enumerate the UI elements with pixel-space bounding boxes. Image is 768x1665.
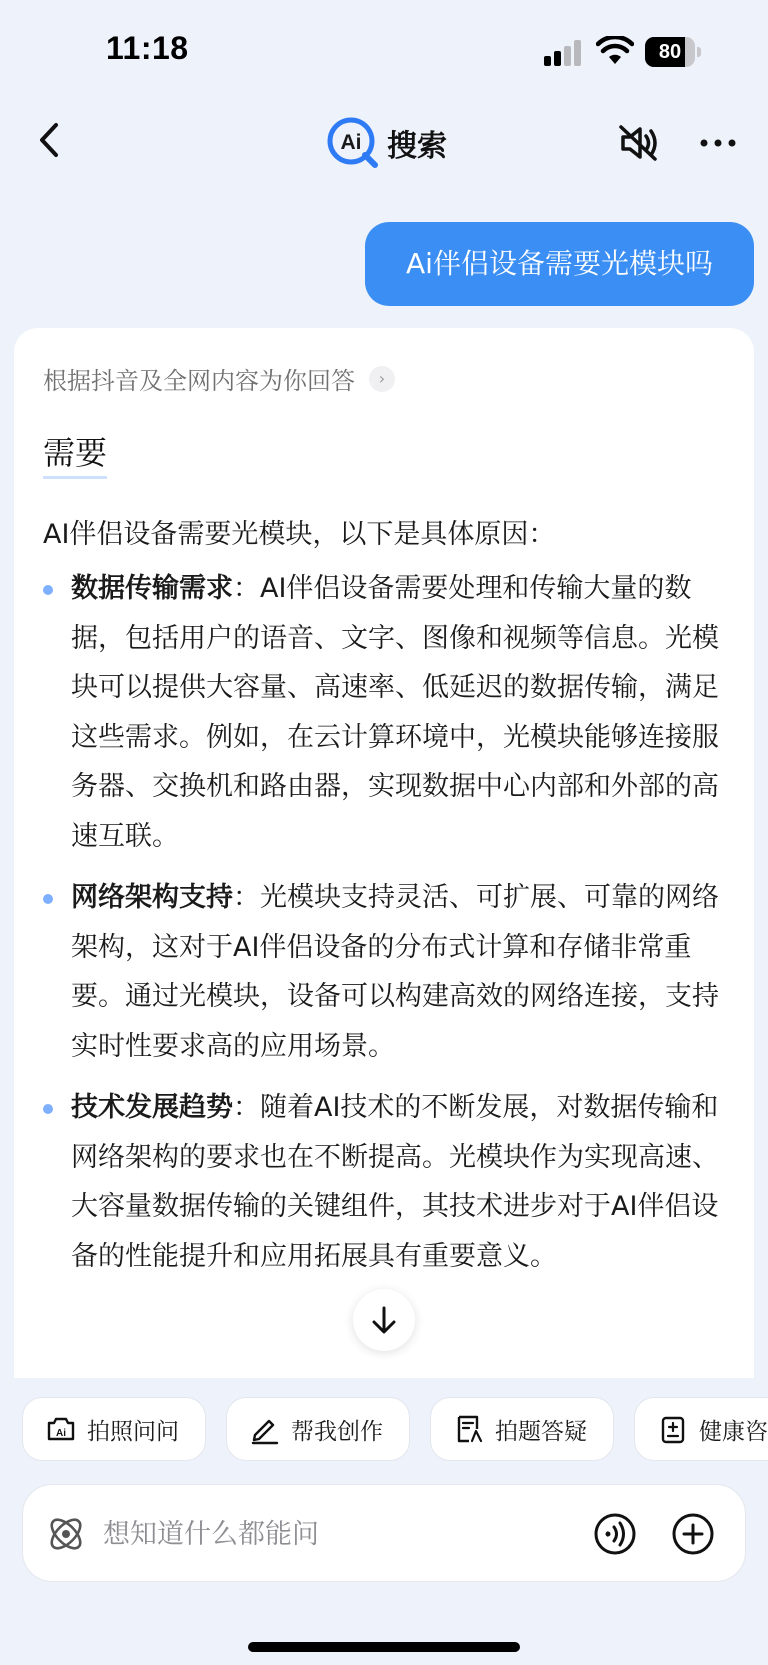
answer-headline: 需要 bbox=[43, 428, 107, 479]
chat-input-bar bbox=[22, 1484, 746, 1582]
answer-card bbox=[14, 328, 754, 1378]
ai-assistant-icon[interactable] bbox=[43, 1511, 89, 1557]
bullet-title: 网络架构支持 bbox=[71, 882, 233, 913]
chip-help-create[interactable] bbox=[226, 1397, 410, 1461]
list-item bbox=[43, 873, 733, 1071]
bullet-text: ：随着AI技术的不断发展，对数据传输和网络架构的要求也在不断提高。光模块作为实现高速、大容量数据传输的关键组件，其技术进步对于AI伴侣设备的性能提升和应用拓展具有重要意义。 bbox=[71, 1092, 719, 1272]
wifi-icon bbox=[596, 36, 634, 66]
more-options-icon[interactable] bbox=[696, 125, 740, 161]
page-title: 搜索 bbox=[387, 129, 447, 164]
chip-photo-question[interactable] bbox=[430, 1397, 614, 1461]
chip-health-consult[interactable] bbox=[634, 1397, 768, 1461]
cellular-signal-icon bbox=[544, 40, 584, 66]
status-bar bbox=[0, 0, 768, 100]
svg-text:Ai: Ai bbox=[56, 1428, 66, 1439]
search-input[interactable] bbox=[103, 1509, 503, 1559]
question-doc-icon bbox=[453, 1413, 485, 1445]
bullet-dot-icon bbox=[43, 1104, 53, 1114]
bullet-dot-icon bbox=[43, 585, 53, 595]
chip-label: 帮我创作 bbox=[291, 1418, 383, 1445]
bullet-title: 技术发展趋势 bbox=[71, 1092, 233, 1123]
svg-text:Ai: Ai bbox=[340, 131, 362, 154]
chip-label: 拍照问问 bbox=[87, 1418, 179, 1445]
chevron-right-icon: › bbox=[369, 366, 395, 392]
camera-ai-icon bbox=[45, 1413, 77, 1445]
top-navigation-bar bbox=[0, 105, 768, 185]
arrow-down-icon bbox=[368, 1304, 400, 1336]
bullet-text: ：AI伴侣设备需要处理和传输大量的数据，包括用户的语音、文字、图像和视频等信息。光模块可以提供大容量、高速率、低延迟的数据传输，满足这些需求。例如，在云计算环境中，光模块能够连接服务器、交换机和路由器，实现数据中心内部和外部的高速互联。 bbox=[71, 573, 719, 852]
status-time: 11:18 bbox=[106, 30, 189, 66]
battery-percentage: 80 bbox=[658, 41, 682, 63]
answer-bullet-list bbox=[43, 564, 733, 1293]
source-note-text: 根据抖音及全网内容为你回答 bbox=[43, 367, 355, 395]
scroll-to-bottom-button[interactable] bbox=[353, 1289, 415, 1351]
chip-label: 拍题答疑 bbox=[495, 1418, 587, 1445]
back-arrow-icon[interactable] bbox=[30, 115, 70, 165]
chip-photo-ask[interactable] bbox=[22, 1397, 206, 1461]
voice-input-icon[interactable] bbox=[593, 1512, 637, 1556]
ai-search-logo-icon bbox=[325, 115, 381, 171]
bullet-dot-icon bbox=[43, 894, 53, 904]
add-attachment-icon[interactable] bbox=[671, 1512, 715, 1556]
pen-icon bbox=[249, 1413, 281, 1445]
bullet-title: 数据传输需求 bbox=[71, 573, 233, 604]
speaker-muted-icon[interactable] bbox=[617, 123, 661, 163]
battery-indicator bbox=[645, 37, 701, 67]
user-message-bubble[interactable]: Ai伴侣设备需要光模块吗 bbox=[365, 222, 754, 306]
list-item bbox=[43, 564, 733, 861]
bullet-text: ：光模块支持灵活、可扩展、可靠的网络架构，这对于AI伴侣设备的分布式计算和存储非常重要。通过光模块，设备可以构建高效的网络连接，支持实时性要求高的应用场景。 bbox=[71, 882, 719, 1062]
list-item bbox=[43, 1083, 733, 1281]
answer-intro: AI伴侣设备需要光模块，以下是具体原因： bbox=[43, 519, 556, 550]
app-brand bbox=[325, 115, 447, 171]
health-doc-icon bbox=[657, 1413, 689, 1445]
chip-label: 健康咨 bbox=[699, 1418, 768, 1445]
answer-source-note[interactable] bbox=[43, 361, 395, 396]
quick-action-chips bbox=[0, 1397, 768, 1463]
home-indicator bbox=[248, 1642, 520, 1652]
